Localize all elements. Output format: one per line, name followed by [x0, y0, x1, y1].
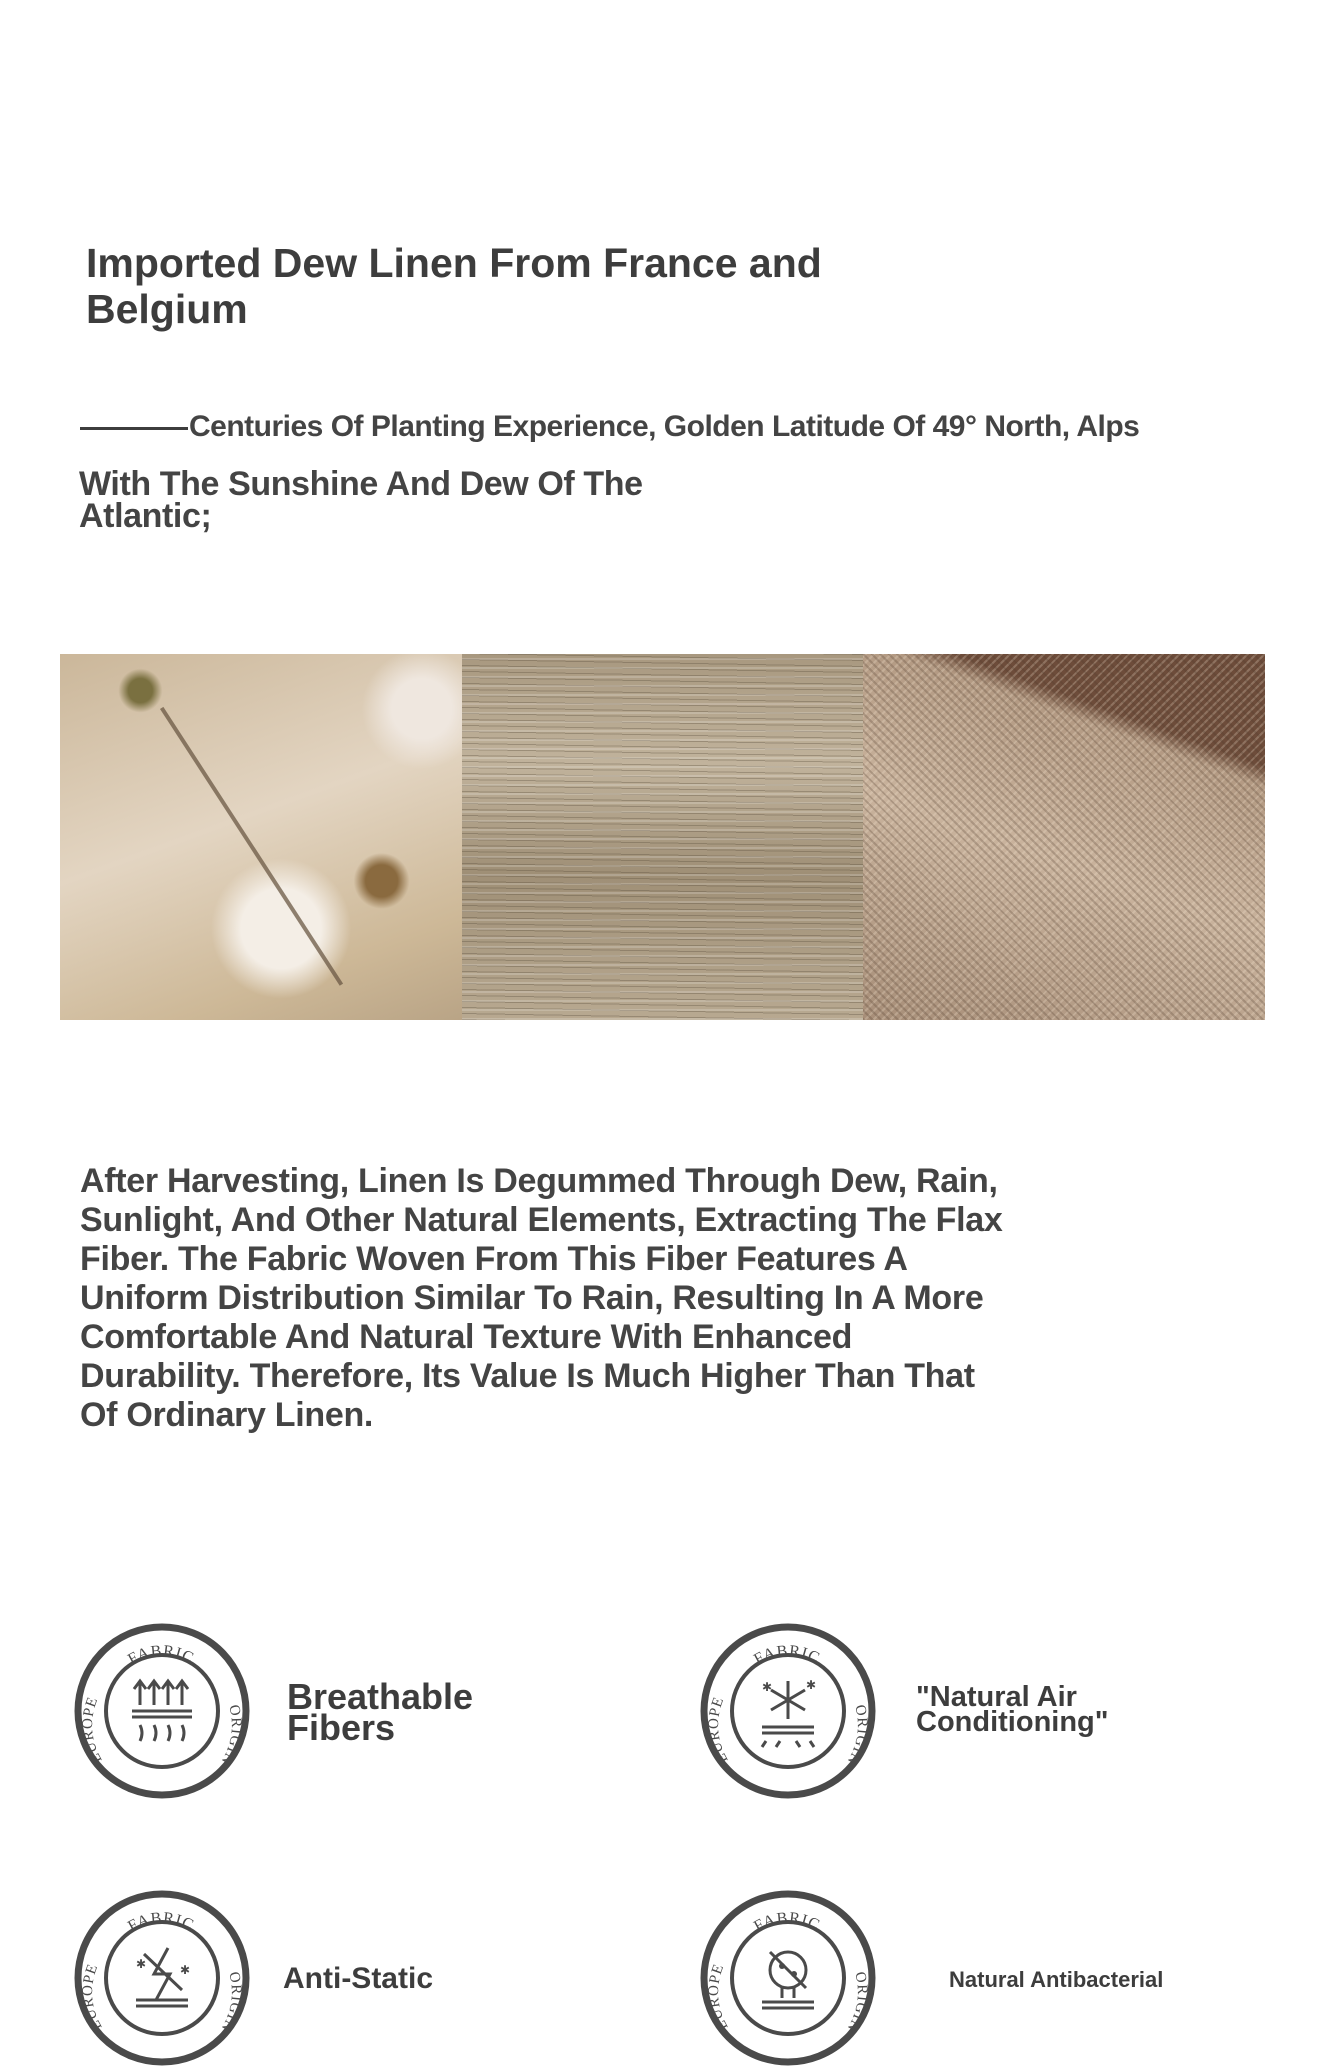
feature-anti-static-label: Anti-Static — [283, 1962, 433, 1995]
badge-text-right: ORIGIN — [217, 1703, 245, 1769]
svg-text:✱: ✱ — [180, 1963, 191, 1977]
snowflake-icon — [700, 1623, 876, 1799]
svg-text:✱: ✱ — [806, 1678, 817, 1692]
breathable-icon — [74, 1623, 250, 1799]
badge-text-top: FABRIC — [125, 1909, 197, 1936]
svg-text:FABRIC — [125, 1643, 197, 1669]
description-text: After Harvesting, Linen Is Degummed Through Dew, Rain, Sunlight, And Other Natural Elements, Extracting The Flax Fiber. The Fabric Woven From This Fiber Features A Uniform Distribution Similar To Rain, Resulting In A More Comfortable And Natural Texture With Enhanced Durability. Therefore, Its Value Is Much Higher Than That Of Ordinary Linen. — [80, 1162, 1003, 1434]
subtitle-line-1: Centuries Of Planting Experience, Golden Latitude Of 49° North, Alps — [189, 410, 1140, 443]
badge-text-top: FABRIC — [751, 1642, 823, 1669]
feature-breathable-label: Breathable Fibers — [287, 1676, 474, 1748]
flax-flower-image — [60, 654, 462, 1020]
badge-text-top: FABRIC — [125, 1642, 197, 1669]
svg-text:FABRIC — [125, 1910, 197, 1936]
feature-antibacterial-label: Natural Antibacterial — [949, 1967, 1164, 1992]
badge-text-right: ORIGIN — [843, 1970, 871, 2036]
badge-text-right: ORIGIN — [217, 1970, 245, 2036]
badge-text-right: ORIGIN — [843, 1703, 871, 1769]
linen-fabric-image — [863, 654, 1265, 1020]
subtitle-line-2: With The Sunshine And Dew Of The Atlantic; — [79, 465, 643, 535]
photo-strip — [60, 654, 1265, 1020]
badge-text-left: EUROPE — [705, 1694, 732, 1767]
svg-text:FABRIC — [751, 1910, 823, 1936]
feature-air-conditioning-label: "Natural Air Conditioning" — [916, 1681, 1109, 1738]
bacteria-icon — [700, 1890, 876, 2066]
svg-text:FABRIC — [751, 1643, 823, 1669]
badge-text-left: EUROPE — [79, 1694, 106, 1767]
badge-text-left: EUROPE — [705, 1961, 732, 2034]
svg-text:✱: ✱ — [136, 1957, 147, 1971]
lightning-icon — [74, 1890, 250, 2066]
flax-fiber-image — [462, 654, 864, 1020]
badge-text-left: EUROPE — [79, 1961, 106, 2034]
svg-text:✱: ✱ — [762, 1680, 773, 1694]
page-title: Imported Dew Linen From France and Belgium — [86, 240, 822, 332]
divider-line — [80, 427, 188, 430]
badge-text-top: FABRIC — [751, 1909, 823, 1936]
